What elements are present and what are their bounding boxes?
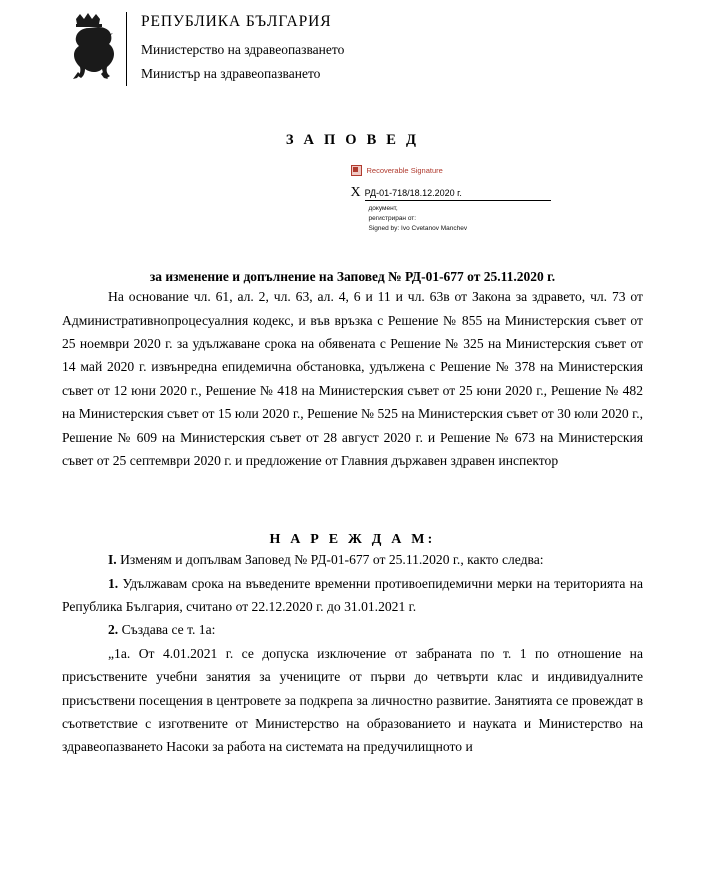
signature-meta [351, 204, 551, 233]
republic-name: РЕПУБЛИКА БЪЛГАРИЯ [141, 13, 332, 30]
recoverable-signature-label [351, 165, 551, 176]
coat-of-arms-icon [62, 10, 118, 88]
order-heading: Н А Р Е Ж Д А М: [269, 532, 436, 548]
item-marker: 2. [108, 622, 119, 638]
document-title: З А П О В Е Д [285, 132, 420, 148]
item-text: „1а. От 4.01.2021 г. се допуска изключение от забраната по т. 1 по отношение на присъствените учебни занятия за учениците от първи до четвърти клас и индивидуалните присъствени посещения в центровете за подкрепа за личностно развитие. Занятията се провеждат в съответствие с изготвените от Министерство на образованието и науката и Министерство на здравеопазването Насоки за работа на системата на предучилищното и [62, 645, 643, 755]
letterhead-text [141, 10, 344, 92]
signature-meta-line-1: документ, [368, 205, 398, 212]
item-marker: I. [108, 552, 117, 568]
signature-meta-line-3: Signed by: Ivo Cvetanov Manchev [368, 224, 468, 232]
list-item [62, 618, 643, 641]
list-item [62, 572, 643, 619]
item-text: Удължавам срока на въведените временни противоепидемични мерки на територията на Република България, считано от 22.12.2020 г. до 31.01.2021 г. [62, 575, 643, 614]
letterhead-divider [126, 12, 127, 86]
signature-line [351, 186, 551, 201]
letterhead [0, 0, 705, 92]
recoverable-signature-text: Recoverable Signature [366, 166, 443, 175]
item-marker: 1. [108, 575, 119, 591]
ministry-name: Министерство на здравеопазването [141, 41, 345, 57]
signature-block [155, 165, 551, 233]
signature-badge-icon [351, 165, 362, 176]
signature-x-mark: X [350, 185, 361, 200]
minister-title: Министър на здравеопазването [141, 66, 321, 81]
order-number: РД-01-718/18.12.2020 г. [365, 188, 551, 201]
item-text: Създава се т. 1а: [118, 622, 216, 638]
document-subtitle: за изменение и допълнение на Заповед № РД-01-677 от 25.11.2020 г. [149, 269, 556, 285]
document-content [0, 132, 705, 759]
item-text: Изменям и допълвам Заповед № РД-01-677 от 25.11.2020 г., както следва: [116, 552, 544, 568]
list-item [62, 642, 643, 759]
signature-meta-line-2: регистриран от: [368, 214, 417, 222]
list-item [62, 548, 643, 571]
preamble-paragraph: На основание чл. 61, ал. 2, чл. 63, ал. 4, 6 и 11 и чл. 63в от Закона за здравето, чл. 73 от Административнопроцесуалния кодекс, и във връзка с Решение № 855 на Министерския съвет от 25 ноември 2020 г. за удължаване срока на обявената с Решение № 325 на Министерския съвет от 14 май 2020 г. извънредна епидемична обстановка, удължена с Решение № 378 на Министерския съвет от 12 юни 2020 г., Решение № 418 на Министерския съвет от 25 юни 2020 г., Решение № 482 на Министерския съвет от 15 юли 2020 г., Решение № 525 на Министерския съвет от 30 юли 2020 г., Решение № 609 на Министерския съвет от 28 август 2020 г. и Решение № 673 на Министерския съвет от 25 септември 2020 г. и предложение от Главния държавен здравен инспектор [62, 289, 643, 468]
